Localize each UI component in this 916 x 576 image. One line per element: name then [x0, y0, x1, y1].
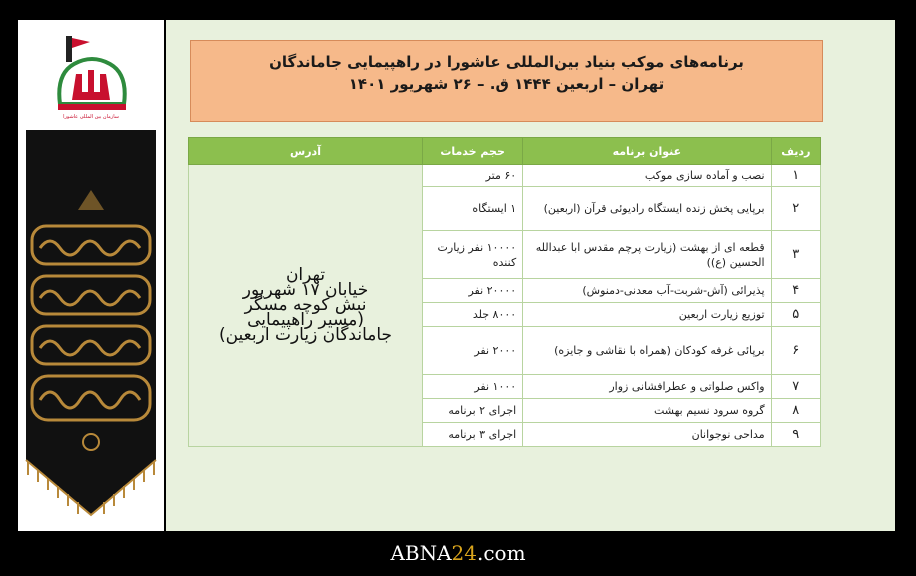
- service-volume: ۸۰۰۰ جلد: [423, 303, 523, 327]
- slide-panel: [166, 20, 895, 531]
- row-number: ۸: [771, 399, 820, 423]
- program-title: گروه سرود نسیم بهشت: [523, 399, 771, 423]
- program-title: قطعه ای از بهشت (زیارت پرچم مقدس ابا عبدالله الحسین (ع)): [523, 231, 771, 279]
- header-row-number: ردیف: [771, 138, 820, 165]
- program-title: مداحی نوجوانان: [523, 423, 771, 447]
- service-volume: اجرای ۲ برنامه: [423, 399, 523, 423]
- row-number: ۶: [771, 327, 820, 375]
- row-number: ۹: [771, 423, 820, 447]
- title-line-2: تهران – اربعین ۱۴۴۴ ق. – ۲۶ شهریور ۱۴۰۱: [348, 75, 665, 93]
- ashura-foundation-logo: [52, 34, 132, 124]
- title-box: [190, 40, 823, 122]
- program-table: [188, 137, 821, 447]
- service-volume: ۱ ایستگاه: [423, 187, 523, 231]
- header-service-volume: حجم خدمات: [423, 138, 523, 165]
- black-banner-image: [18, 130, 164, 531]
- header-program-title: عنوان برنامه: [523, 138, 771, 165]
- footer-highlight: 24: [451, 541, 477, 565]
- row-number: ۴: [771, 279, 820, 303]
- address-cell: [189, 165, 423, 447]
- row-number: ۷: [771, 375, 820, 399]
- sidebar-panel: [18, 20, 164, 531]
- service-volume: ۲۰۰۰ نفر: [423, 327, 523, 375]
- logo-caption: سازمان بین المللی عاشورا: [63, 114, 119, 120]
- header-address: آدرس: [189, 138, 423, 165]
- service-volume: ۲۰۰۰۰ نفر: [423, 279, 523, 303]
- program-title: برپایی پخش زنده ایستگاه رادیوئی قرآن (اربعین): [523, 187, 771, 231]
- address-line-4: (مسیر راهپیمایی: [247, 310, 364, 330]
- program-title: برپائی غرفه کودکان (همراه با نقاشی و جایزه): [523, 327, 771, 375]
- footer-watermark: [0, 534, 916, 576]
- address-line-1: تهران: [285, 265, 326, 285]
- program-title: پذیرائی (آش-شربت-آب معدنی-دمنوش): [523, 279, 771, 303]
- service-volume: ۱۰۰۰ نفر: [423, 375, 523, 399]
- program-title: نصب و آماده سازی موکب: [523, 165, 771, 187]
- table-header-row: [189, 138, 821, 165]
- address-line-5: جاماندگان زیارت اربعین): [218, 325, 393, 345]
- title-line-1: برنامه‌های موکب بنیاد بین‌المللی عاشورا در راهپیمایی جاماندگان: [269, 53, 744, 71]
- row-number: ۳: [771, 231, 820, 279]
- row-number: ۱: [771, 165, 820, 187]
- address-line-2: خیابان ۱۷ شهریور: [242, 280, 369, 300]
- row-number: ۲: [771, 187, 820, 231]
- table-row: [189, 165, 821, 187]
- program-title: واکس صلواتی و عطرافشانی زوار: [523, 375, 771, 399]
- program-title: توزیع زیارت اربعین: [523, 303, 771, 327]
- service-volume: اجرای ۳ برنامه: [423, 423, 523, 447]
- service-volume: ۱۰۰۰۰ نفر زیارت کننده: [423, 231, 523, 279]
- row-number: ۵: [771, 303, 820, 327]
- service-volume: ۶۰ متر: [423, 165, 523, 187]
- footer-suffix: .com: [476, 541, 526, 565]
- address-line-3: نبش کوچه مسگر: [244, 295, 367, 315]
- footer-prefix: ABNA: [390, 541, 452, 565]
